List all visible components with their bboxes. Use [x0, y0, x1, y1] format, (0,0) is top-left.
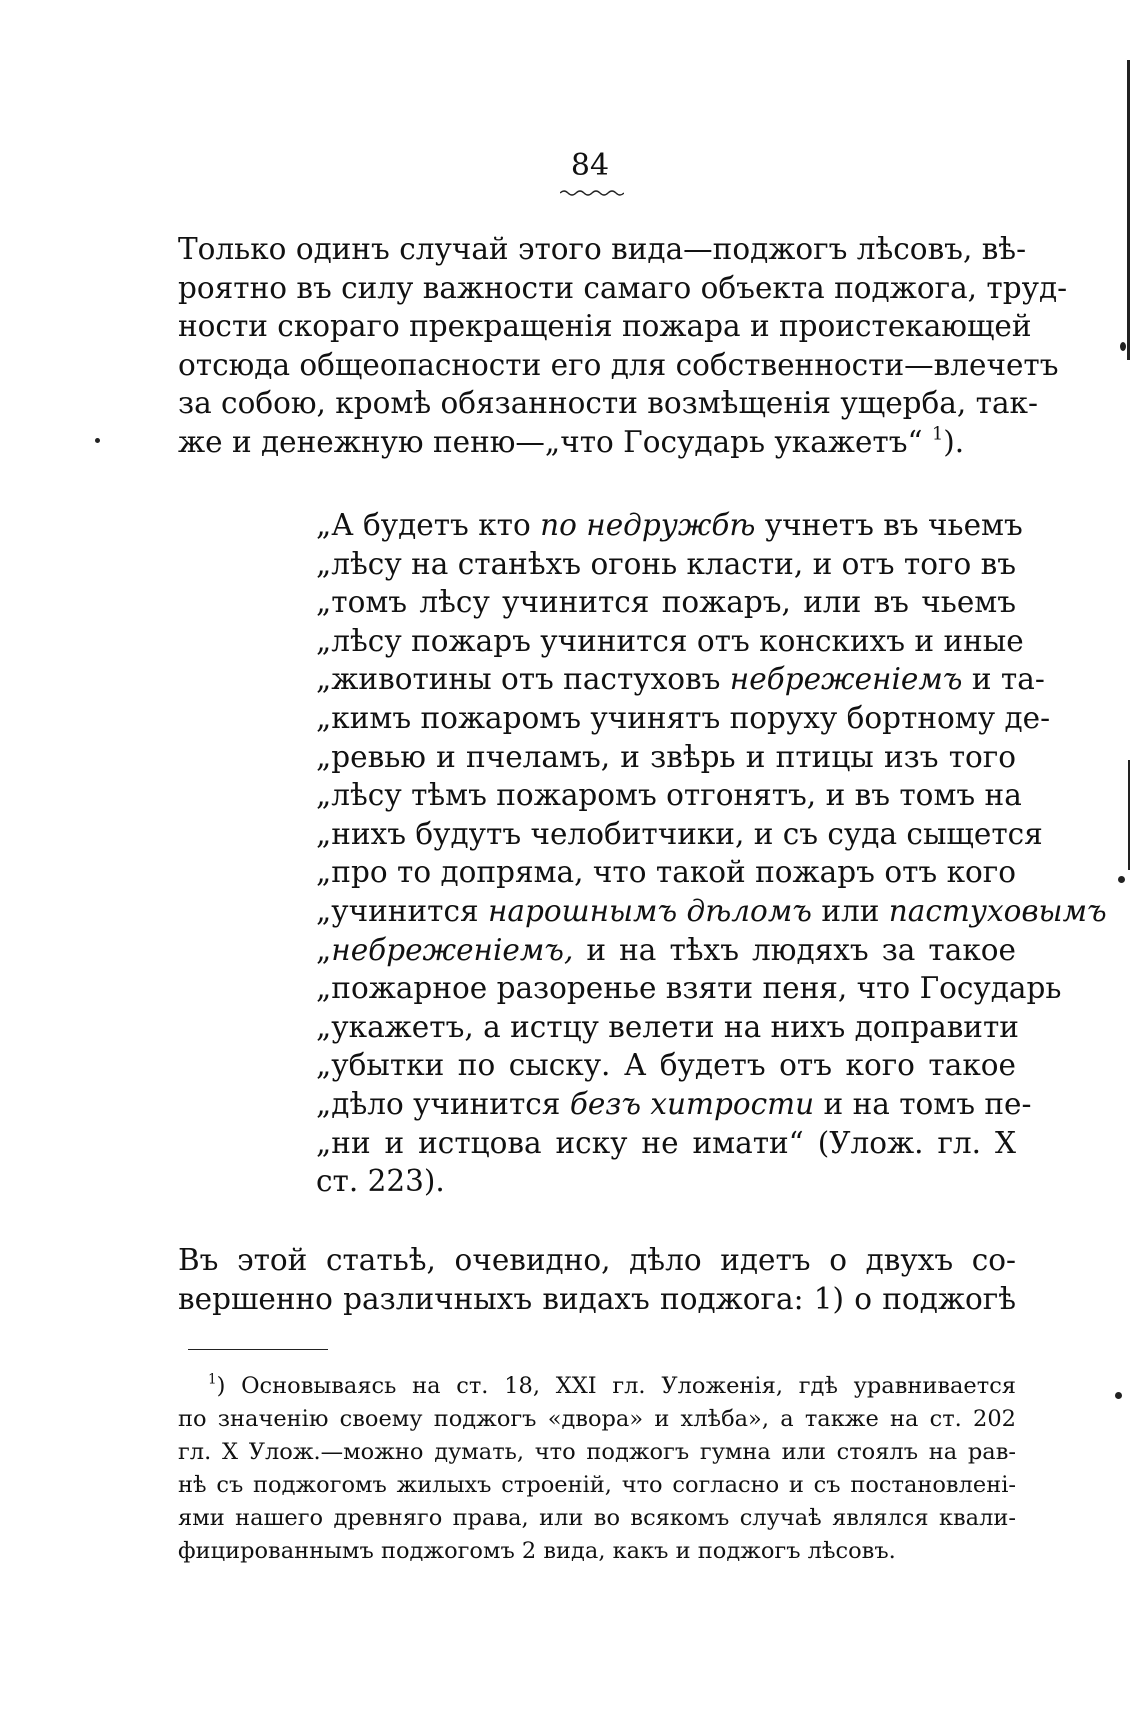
text-line: роятно въ силу важности самаго объекта поджога, труд-	[178, 270, 1068, 305]
page-number: 84	[570, 148, 610, 183]
footnote	[178, 1370, 1016, 1568]
text-segment: „учинится	[316, 893, 479, 928]
quote-line: „ревью и пчеламъ, и звѣрь и птицы изъ того	[316, 739, 1016, 774]
text-line: за собою, кромѣ обязанности возмѣщенія ущерба, так-	[178, 386, 1038, 421]
text-segment: и на томъ пе-	[823, 1086, 1032, 1121]
quote-line: „убытки по сыску. А будетъ отъ кого такое	[316, 1048, 1016, 1083]
text-line: ности скораго прекращенія пожара и проистекающей	[178, 309, 1032, 344]
footnote-line: гл. X Улож.—можно думать, что поджогъ гумна или стоялъ на рав-	[178, 1439, 1016, 1465]
scan-speck	[1115, 1392, 1122, 1399]
text-segment: „	[316, 932, 332, 967]
footnote-line: фицированнымъ поджогомъ 2 вида, какъ и поджогъ лѣсовъ.	[178, 1538, 896, 1564]
quote-line: „пожарное разоренье взяти пеня, что Государь	[316, 971, 1062, 1006]
page-number-ornament	[560, 188, 624, 198]
italic-term: нарошнымъ дѣломъ	[487, 893, 812, 928]
text-segment: и на тѣхъ людяхъ за такое	[586, 932, 1016, 967]
italic-term: безъ хитрости	[569, 1086, 815, 1121]
legal-quotation	[316, 506, 1107, 1201]
footnote-line: по значенію своему поджогъ «двора» и хлѣба», а также на ст. 202	[178, 1406, 1016, 1432]
quote-line: „лѣсу тѣмъ пожаромъ отгонятъ, и въ томъ на	[316, 778, 1022, 813]
paragraph-intro	[178, 230, 1068, 462]
text-segment: ).	[943, 424, 965, 459]
quote-line: „ни и истцова иску не имати“ (Улож. гл. X	[316, 1125, 1016, 1160]
text-line	[178, 423, 1016, 462]
quote-line	[316, 1085, 1032, 1124]
text-line: Въ этой статьѣ, очевидно, дѣло идетъ о двухъ со-	[178, 1243, 1016, 1277]
quote-line: „томъ лѣсу учинится пожаръ, или въ чьемъ	[316, 585, 1016, 620]
text-segment: „дѣло учинится	[316, 1086, 561, 1121]
scan-speck	[1118, 876, 1125, 883]
italic-term: пастуховымъ	[888, 893, 1107, 928]
quote-line: ст. 223).	[316, 1164, 445, 1199]
scan-edge-line	[1128, 760, 1130, 870]
footnote-line	[178, 1370, 1016, 1403]
quote-line: „лѣсу на станѣхъ огонь класти, и отъ того въ	[316, 546, 1016, 581]
italic-term: небреженіемъ	[729, 662, 963, 697]
quote-line: „кимъ пожаромъ учинятъ поруху бортному де-	[316, 700, 1051, 735]
text-line: вершенно различныхъ видахъ поджога: 1) о поджогѣ	[178, 1281, 1016, 1316]
footnote-line: нѣ съ поджогомъ жилыхъ строеній, что согласно и съ постановлені-	[178, 1472, 1016, 1498]
footnote-reference[interactable]: 1	[931, 424, 944, 445]
text-segment: ) Основываясь на ст. 18, XXI гл. Уложенія, гдѣ уравнивается	[216, 1373, 1016, 1399]
quote-line: „про то допряма, что такой пожаръ отъ кого	[316, 855, 1016, 890]
quote-line: „лѣсу пожаръ учинится отъ конскихъ и иные	[316, 623, 1024, 658]
text-segment: учнетъ въ чьемъ	[764, 508, 1023, 542]
quote-line	[316, 892, 1107, 931]
italic-term: небреженіемъ,	[331, 932, 574, 967]
paragraph-analysis	[178, 1241, 1016, 1318]
text-line: отсюда общеопасности его для собственности—влечетъ	[178, 347, 1059, 382]
text-segment: и та-	[971, 662, 1045, 697]
text-segment: „животины отъ пастуховъ	[316, 662, 721, 697]
footnote-marker: 1	[208, 1371, 217, 1388]
quote-line: „нихъ будутъ челобитчики, и съ суда сыщется	[316, 816, 1043, 851]
text-segment: же и денежную пеню—„что Государь укажетъ“	[178, 424, 923, 459]
footnote-divider	[188, 1349, 328, 1350]
quote-line: „укажетъ, а истцу велети на нихъ доправити	[316, 1009, 1019, 1044]
quote-line	[316, 931, 1016, 970]
quote-line	[316, 506, 1023, 545]
text-line: Только одинъ случай этого вида—поджогъ лѣсовъ, вѣ-	[178, 232, 1027, 266]
footnote-line: ями нашего древняго права, или во всякомъ случаѣ являлся квали-	[178, 1505, 1016, 1531]
text-segment: или	[821, 893, 880, 928]
scan-edge-line	[1127, 60, 1130, 360]
italic-term: по недружбѣ	[540, 508, 756, 542]
scan-speck	[95, 438, 100, 443]
text-segment: „А будетъ кто	[316, 508, 531, 542]
quote-line	[316, 660, 1045, 699]
scan-speck	[1120, 342, 1126, 351]
